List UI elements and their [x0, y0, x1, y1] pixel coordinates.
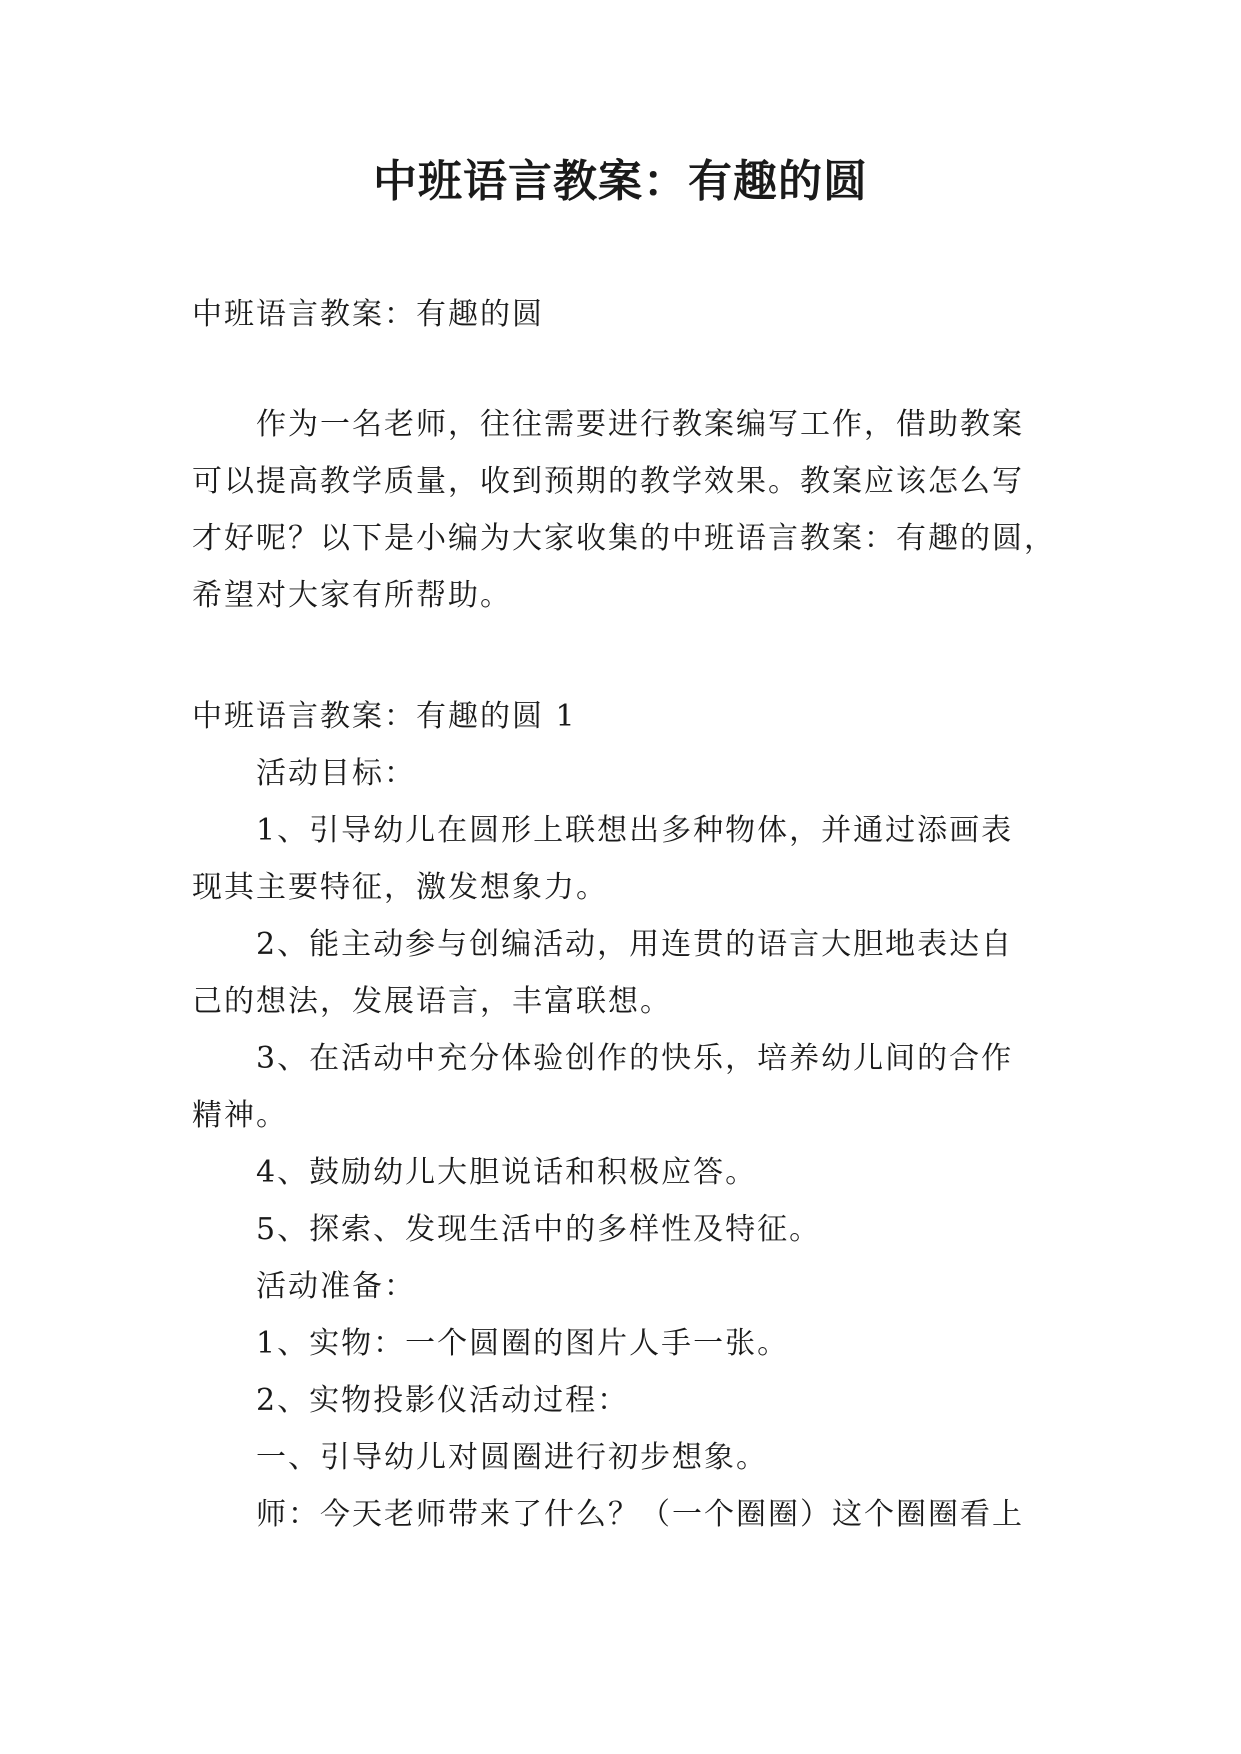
paragraph-line: 2、实物投影仪活动过程： — [256, 1383, 630, 1418]
paragraph-line: 一、引导幼儿对圆圈进行初步想象。 — [256, 1440, 768, 1475]
subtitle-line: 中班语言教案：有趣的圆 — [192, 297, 544, 332]
paragraph-line: 4、鼓励幼儿大胆说话和积极应答。 — [256, 1155, 758, 1190]
paragraph-line: 己的想法，发展语言，丰富联想。 — [192, 984, 672, 1019]
paragraph-line: 才好呢？以下是小编为大家收集的中班语言教案：有趣的圆， — [192, 521, 1056, 556]
paragraph-line: 现其主要特征，激发想象力。 — [192, 870, 608, 905]
paragraph-line: 1、实物：一个圆圈的图片人手一张。 — [256, 1326, 790, 1361]
paragraph-line: 作为一名老师，往往需要进行教案编写工作，借助教案 — [256, 407, 1024, 442]
section-heading: 中班语言教案：有趣的圆 1 — [192, 699, 577, 734]
paragraph-line: 2、能主动参与创编活动，用连贯的语言大胆地表达自 — [256, 927, 1014, 962]
paragraph-line: 3、在活动中充分体验创作的快乐，培养幼儿间的合作 — [256, 1041, 1014, 1076]
paragraph-line: 活动准备： — [256, 1269, 416, 1304]
paragraph-line: 希望对大家有所帮助。 — [192, 578, 512, 613]
paragraph-line: 师：今天老师带来了什么？（一个圈圈）这个圈圈看上 — [256, 1497, 1024, 1532]
paragraph-line: 可以提高教学质量，收到预期的教学效果。教案应该怎么写 — [192, 464, 1024, 499]
document-title: 中班语言教案：有趣的圆 — [373, 156, 868, 207]
paragraph-line: 精神。 — [192, 1098, 288, 1133]
paragraph-line: 1、引导幼儿在圆形上联想出多种物体，并通过添画表 — [256, 813, 1014, 848]
paragraph-line: 5、探索、发现生活中的多样性及特征。 — [256, 1212, 822, 1247]
paragraph-line: 活动目标： — [256, 756, 416, 791]
